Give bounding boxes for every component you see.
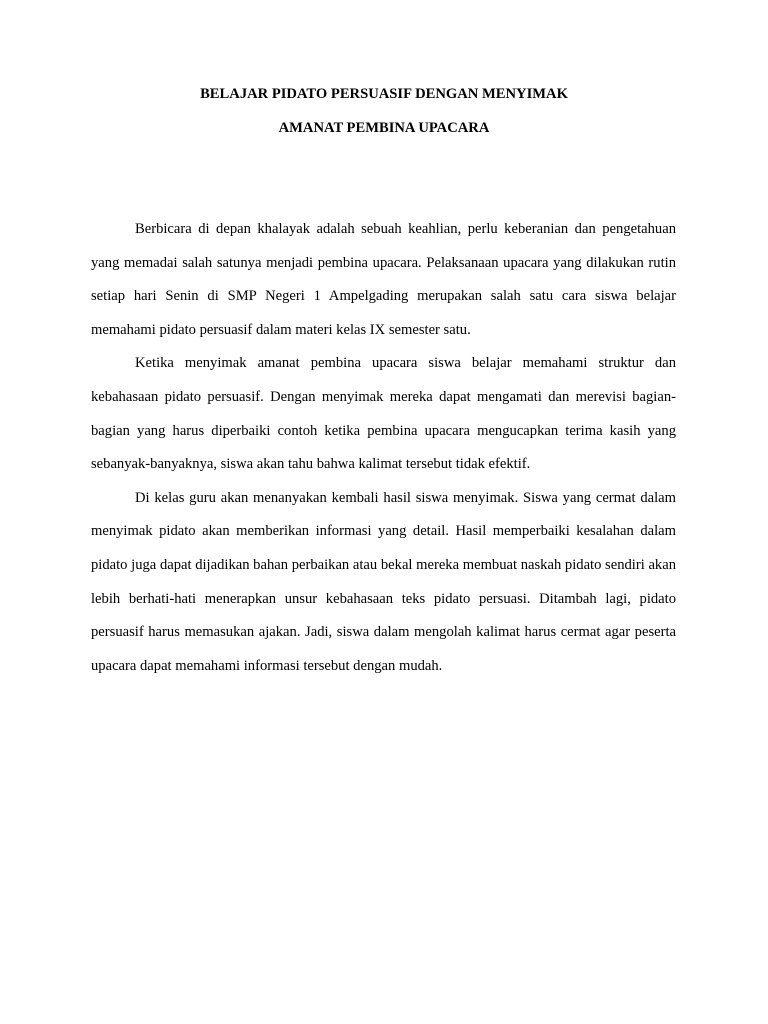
paragraph-2: Ketika menyimak amanat pembina upacara siswa belajar memahami struktur dan kebahasaan pidato persuasif. Dengan menyimak mereka dapat mengamati dan merevisi bagian-bagian yang harus diperbaiki contoh ketika pembina upacara mengucapkan terima kasih yang sebanyak-banyaknya, siswa akan tahu bahwa kalimat tersebut tidak efektif. bbox=[91, 355, 676, 473]
paragraph-3: Di kelas guru akan menanyakan kembali hasil siswa menyimak. Siswa yang cermat dalam menyimak pidato akan memberikan informasi yang detail. Hasil memperbaiki kesalahan dalam pidato juga dapat dijadikan bahan perbaikan atau bekal mereka membuat naskah pidato sendiri akan lebih berhati-hati menerapkan unsur kebahasaan teks pidato persuasi. Ditambah lagi, pidato persuasif harus memasukan ajakan. Jadi, siswa dalam mengolah kalimat harus cermat agar peserta upacara dapat memahami informasi tersebut dengan mudah. bbox=[91, 489, 676, 674]
document-title-line-2: AMANAT PEMBINA UPACARA bbox=[278, 120, 490, 136]
document-title-line-1: BELAJAR PIDATO PERSUASIF DENGAN MENYIMAK bbox=[200, 86, 568, 102]
document-body bbox=[91, 213, 676, 683]
paragraph-1: Berbicara di depan khalayak adalah sebuah keahlian, perlu keberanian dan pengetahuan yang memadai salah satunya menjadi pembina upacara. Pelaksanaan upacara yang dilakukan rutin setiap hari Senin di SMP Negeri 1 Ampelgading merupakan salah satu cara siswa belajar memahami pidato persuasif dalam materi kelas IX semester satu. bbox=[91, 221, 676, 338]
